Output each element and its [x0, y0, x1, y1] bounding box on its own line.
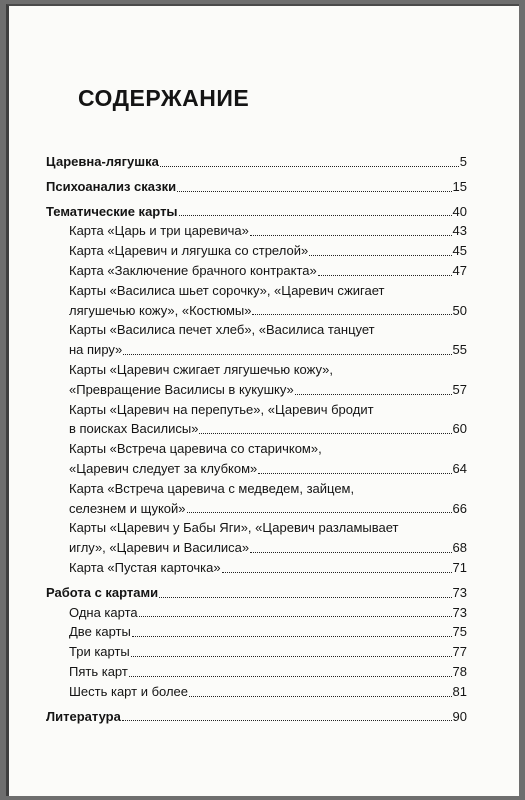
toc-subentry[interactable] — [46, 360, 467, 400]
toc-entry-title: Карта «Царевич и лягушка со стрелой» — [69, 243, 309, 259]
toc-subentry[interactable] — [46, 261, 467, 281]
book-page — [6, 4, 519, 796]
toc-page-number: 78 — [452, 663, 467, 679]
toc-entry-title: Царевна-лягушка — [46, 154, 159, 169]
toc-entry-title: Одна карта — [69, 604, 138, 620]
toc-entry-line: Карты «Василиса печет хлеб», «Василиса танцует — [69, 322, 375, 338]
dot-leader — [122, 720, 452, 721]
toc-page-number: 60 — [452, 421, 467, 437]
dot-leader — [123, 354, 451, 355]
toc-entry-line: Карта «Встреча царевича с медведем, зайцем, — [69, 480, 355, 496]
dot-leader — [139, 616, 452, 617]
toc-entry-line: Карты «Царевич у Бабы Яги», «Царевич разламывает — [69, 520, 399, 536]
toc-subentry[interactable] — [46, 622, 467, 642]
toc-page-number: 73 — [452, 604, 467, 620]
toc-entry-title: Работа с картами — [46, 584, 159, 600]
dot-leader — [129, 676, 452, 677]
dot-leader — [295, 394, 452, 395]
toc-entry-title: Карта «Царь и три царевича» — [69, 223, 249, 239]
dot-leader — [132, 636, 452, 637]
dot-leader — [131, 656, 452, 657]
toc-page-number: 68 — [452, 540, 467, 556]
toc-entry-line: иглу», «Царевич и Василиса» — [69, 540, 250, 556]
dot-leader — [177, 191, 451, 192]
toc-entry-title: Тематические карты — [46, 203, 178, 219]
toc-page-number: 50 — [452, 302, 467, 318]
toc-page-number: 64 — [452, 460, 467, 476]
dot-leader — [187, 512, 452, 513]
toc-entry-literatura[interactable] — [46, 707, 467, 727]
toc-entry-line: селезнем и щукой» — [69, 500, 186, 516]
toc-page-number: 55 — [452, 342, 467, 358]
toc-page-number: 5 — [459, 154, 467, 169]
dot-leader — [252, 314, 451, 315]
toc-subentry[interactable] — [46, 241, 467, 261]
dot-leader — [250, 235, 452, 236]
toc-entry-line: на пиру» — [69, 342, 123, 358]
toc-entry-title: Две карты — [69, 624, 131, 640]
toc-entry-title: Шесть карт и более — [69, 683, 189, 699]
dot-leader — [309, 255, 451, 256]
toc-entry-title: Психоанализ сказки — [46, 178, 177, 194]
toc-page-number: 90 — [452, 708, 467, 724]
toc-entry-title: Карта «Заключение брачного контракта» — [69, 262, 317, 278]
dot-leader — [222, 572, 452, 573]
toc-page-number: 57 — [452, 381, 467, 397]
toc-subentry[interactable] — [46, 662, 467, 682]
toc-page-number: 77 — [452, 644, 467, 660]
toc-page-number: 45 — [452, 243, 467, 259]
toc-page-number: 66 — [452, 500, 467, 516]
dot-leader — [160, 166, 459, 167]
toc-subentry[interactable] — [46, 682, 467, 702]
toc-entry-line: в поисках Василисы» — [69, 421, 199, 437]
toc-entry-title: Карта «Пустая карточка» — [69, 559, 221, 575]
toc-entry-psikhoanaliz[interactable] — [46, 177, 467, 197]
dot-leader — [179, 215, 452, 216]
toc-entry-line: Карты «Встреча царевича со старичком», — [69, 441, 322, 457]
dot-leader — [318, 275, 452, 276]
toc-entry-line: Карты «Царевич сжигает лягушечью кожу», — [69, 361, 333, 377]
toc-subentry[interactable] — [46, 400, 467, 440]
toc-entry-line: «Превращение Василисы в кукушку» — [69, 381, 294, 397]
toc-subentry[interactable] — [46, 439, 467, 479]
toc-entry-tsarevna-lyagushka[interactable] — [46, 152, 467, 172]
toc-subentry[interactable] — [46, 320, 467, 360]
toc-page-number: 40 — [452, 203, 467, 219]
toc-page-number: 71 — [452, 559, 467, 575]
toc-page-number: 43 — [452, 223, 467, 239]
toc-subentry[interactable] — [46, 518, 467, 558]
table-of-contents — [46, 152, 467, 726]
toc-page-number: 73 — [452, 584, 467, 600]
toc-entry-rabota-s-kartami[interactable] — [46, 583, 467, 603]
toc-subentry[interactable] — [46, 281, 467, 321]
toc-subentry[interactable] — [46, 558, 467, 578]
toc-entry-line: Карты «Царевич на перепутье», «Царевич бродит — [69, 401, 374, 417]
toc-subentry[interactable] — [46, 603, 467, 623]
toc-subentry[interactable] — [46, 642, 467, 662]
toc-entry-title: Литература — [46, 708, 121, 724]
toc-page-number: 81 — [452, 683, 467, 699]
toc-entry-line: лягушечью кожу», «Костюмы» — [69, 302, 252, 318]
toc-entry-tematicheskie-karty[interactable] — [46, 202, 467, 222]
toc-page-number: 15 — [452, 178, 467, 194]
page-title: СОДЕРЖАНИЕ — [78, 85, 250, 111]
dot-leader — [159, 597, 451, 598]
dot-leader — [250, 552, 451, 553]
dot-leader — [258, 473, 451, 474]
dot-leader — [189, 696, 452, 697]
toc-entry-title: Пять карт — [69, 663, 128, 679]
toc-page-number: 75 — [452, 624, 467, 640]
toc-entry-line: Карты «Василиса шьет сорочку», «Царевич сжигает — [69, 282, 385, 298]
toc-entry-line: «Царевич следует за клубком» — [69, 460, 258, 476]
toc-subentry[interactable] — [46, 479, 467, 519]
toc-subentry[interactable] — [46, 221, 467, 241]
dot-leader — [199, 433, 451, 434]
toc-page-number: 47 — [452, 262, 467, 278]
toc-entry-title: Три карты — [69, 644, 130, 660]
